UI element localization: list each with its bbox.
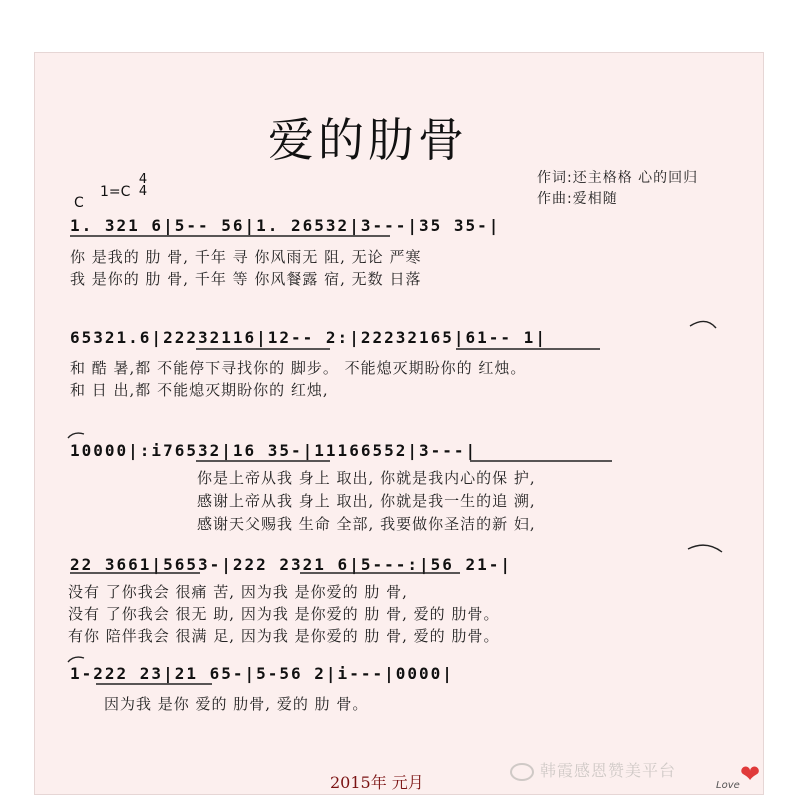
key-note: C xyxy=(74,195,84,211)
notation-line-2: 65321.6|22232116|12-- 2:|22232165|61-- 1| xyxy=(70,328,547,347)
lyric-line-5-1: 因为我 是你 爱的 肋骨, 爱的 肋 骨。 xyxy=(104,695,369,713)
lyric-line-3-2: 感谢上帝从我 身上 取出, 你就是我一生的追 溯, xyxy=(197,492,536,510)
key-signature: 1=C xyxy=(100,184,131,200)
chat-icon xyxy=(510,763,534,781)
watermark xyxy=(510,758,676,781)
lyric-line-3-1: 你是上帝从我 身上 取出, 你就是我内心的保 护, xyxy=(197,469,536,487)
notation-line-3: 10000|:i76532|16 35-|11166552|3---| xyxy=(70,441,478,460)
lyric-line-4-2: 没有 了你我会 很无 助, 因为我 是你爱的 肋 骨, 爱的 肋骨。 xyxy=(68,605,500,623)
slur-mark xyxy=(688,545,722,552)
notation-line-5: 1-222 23|21 65-|5-56 2|i---|0000| xyxy=(70,664,454,683)
love-badge: Love xyxy=(716,780,740,791)
slur-mark xyxy=(68,433,84,438)
lyric-line-3-3: 感谢天父赐我 生命 全部, 我要做你圣洁的新 妇, xyxy=(197,515,536,533)
time-signature-bottom: 4 xyxy=(138,184,148,199)
slur-mark xyxy=(68,657,84,662)
heart-icon: ❤ xyxy=(740,760,761,788)
watermark-text: 韩霞感恩赞美平台 xyxy=(540,761,677,780)
composer-credit: 作曲:爱相随 xyxy=(537,191,618,207)
lyric-line-1-1: 你 是我的 肋 骨, 千年 寻 你风雨无 阻, 无论 严寒 xyxy=(70,248,422,266)
song-title: 爱的肋骨 xyxy=(268,113,468,167)
lyric-line-4-1: 没有 了你我会 很痛 苦, 因为我 是你爱的 肋 骨, xyxy=(68,583,408,601)
time-signature-top: 4 xyxy=(138,172,148,187)
notation-line-1: 1. 321 6|5-- 56|1. 26532|3---|35 35-| xyxy=(70,216,501,235)
notation-line-4: 22 3661|5653-|222 2321 6|5---:|56 21-| xyxy=(70,555,513,574)
lyric-line-2-1: 和 酷 暑,都 不能停下寻找你的 脚步。 不能熄灭期盼你的 红烛。 xyxy=(70,359,527,377)
lyric-line-4-3: 有你 陪伴我会 很满 足, 因为我 是你爱的 肋 骨, 爱的 肋骨。 xyxy=(68,627,500,645)
lyric-line-2-2: 和 日 出,都 不能熄灭期盼你的 红烛, xyxy=(70,381,329,399)
lyric-line-1-2: 我 是你的 肋 骨, 千年 等 你风餐露 宿, 无数 日落 xyxy=(70,270,422,288)
slur-mark xyxy=(690,321,716,328)
date-label: 2015年 元月 xyxy=(330,773,424,792)
lyricist-credit: 作词:还主格格 心的回归 xyxy=(537,170,699,186)
